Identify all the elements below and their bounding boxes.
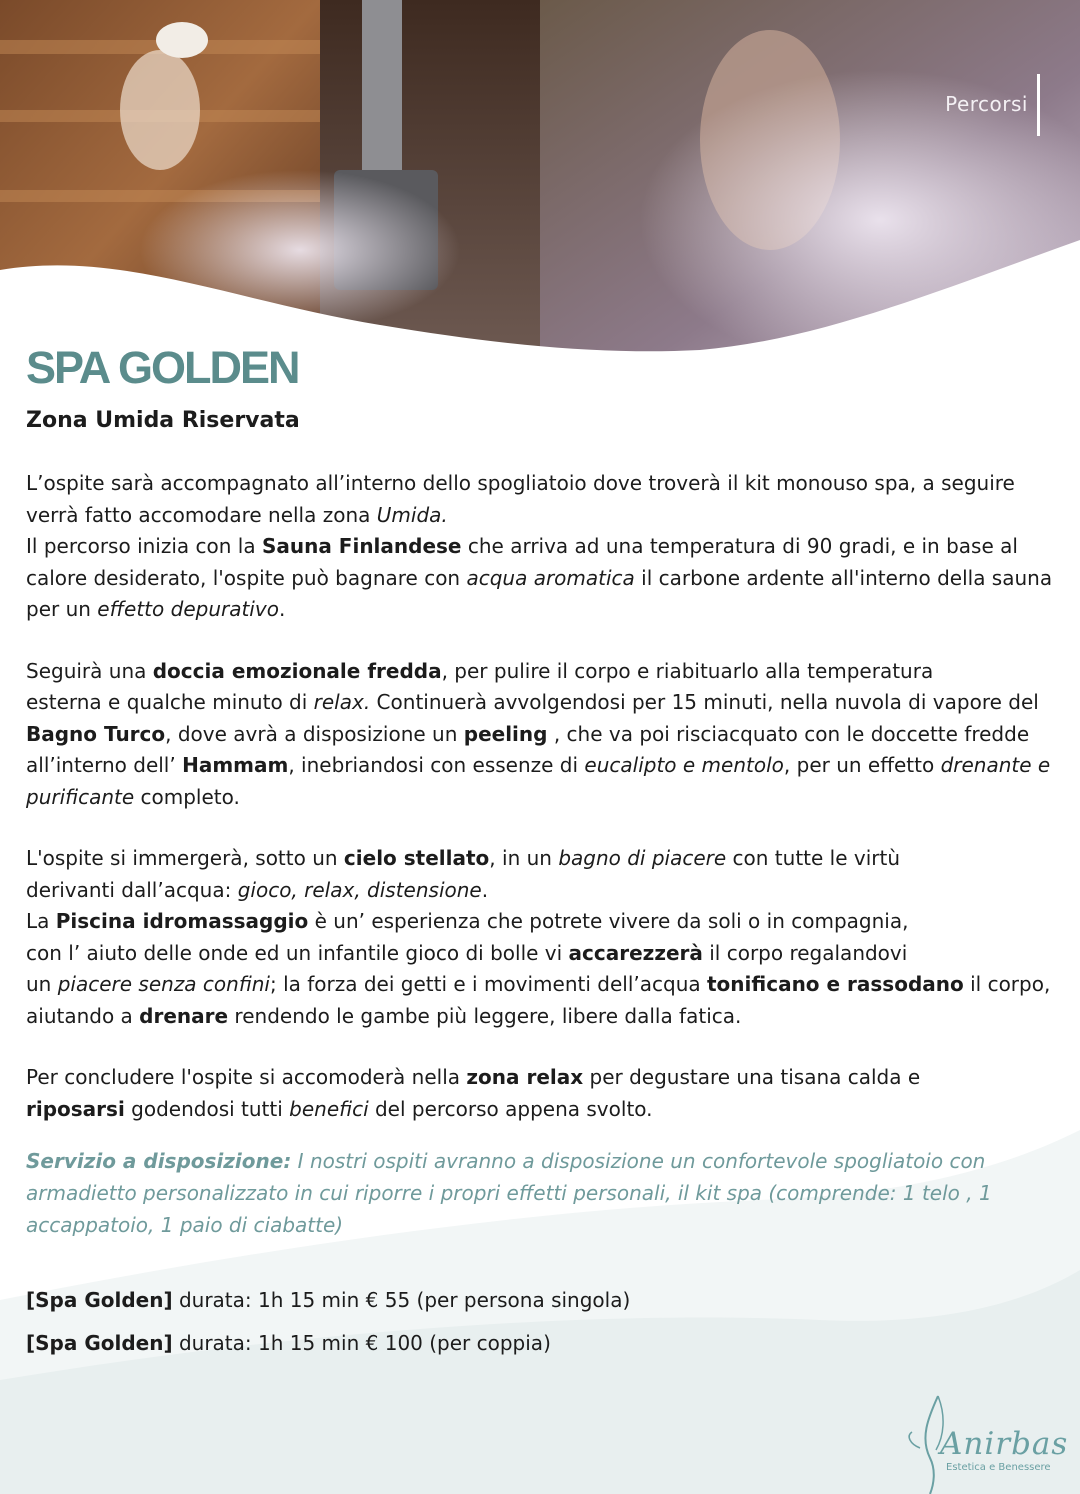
brand-logo bbox=[900, 1388, 1069, 1494]
turkish-bath-paragraph: Seguirà una doccia emozionale fredda, per pulire il corpo e riabituarlo alla temperatura esterna e qualche minuto di relax. Continuerà avvolgendosi per 15 minuti, nella nuvola di vapore del Bagno Turco, dove avrà a disposizione un peeling , che va poi risciacquato con le doccette fredde all’interno dell’ Hammam, inebriandosi con essenze di eucalipto e mentolo, per un effetto drenante e purificante completo. bbox=[26, 658, 1051, 809]
header-label: Percorsi bbox=[945, 92, 1028, 116]
header-photo bbox=[0, 0, 1080, 360]
price-couple: [Spa Golden] durata: 1h 15 min € 100 (per coppia) bbox=[26, 1331, 551, 1355]
header-banner bbox=[0, 0, 1080, 360]
page-title: SPA GOLDEN bbox=[26, 342, 299, 393]
price-single: [Spa Golden] durata: 1h 15 min € 55 (per persona singola) bbox=[26, 1288, 631, 1312]
pool-paragraph: L'ospite si immergerà, sotto un cielo stellato, in un bagno di piacere con tutte le virtù derivanti dall’acqua: gioco, relax, distensione. La Piscina idromassaggio è un’ esperienza che potrete vivere da soli o in compagnia, con l’ aiuto delle onde ed un infantile gioco di bolle vi accarezzerà il corpo regalandovi un piacere senza confini; la forza dei getti e i movimenti dell’acqua tonificano e rassodano il corpo, aiutando a drenare rendendo le gambe più leggere, libere dalla fatica. bbox=[26, 846, 1051, 1028]
main-content bbox=[26, 338, 1056, 1358]
relax-paragraph: Per concludere l'ospite si accomoderà nella zona relax per degustare una tisana calda e riposarsi godendosi tutti benefici del percorso appena svolto. bbox=[26, 1065, 921, 1121]
service-label: Servizio a disposizione bbox=[26, 1149, 284, 1173]
logo-name: Anirbas bbox=[940, 1426, 1069, 1462]
intro-paragraph: L’ospite sarà accompagnato all’interno dello spogliatoio dove troverà il kit monouso spa, a seguire verrà fatto accomodare nella zona Umida. Il percorso inizia con la Sauna Finlandese che arriva ad una temperatura di 90 gradi, e in base al calore desiderato, l'ospite può bagnare con acqua aromatica il carbone ardente all'interno della sauna per un effetto depurativo. bbox=[26, 471, 1053, 621]
header-divider bbox=[1037, 74, 1040, 136]
logo-tagline: Estetica e Benessere bbox=[946, 1462, 1051, 1473]
page-subtitle: Zona Umida Riservata bbox=[26, 408, 300, 433]
service-note: Servizio a disposizione: I nostri ospiti avranno a disposizione un confortevole spogliatoio con armadietto personalizzato in cui riporre i propri effetti personali, il kit spa (comprende: 1 telo , 1 accappatoio, 1 paio di ciabatte) bbox=[26, 1149, 992, 1237]
